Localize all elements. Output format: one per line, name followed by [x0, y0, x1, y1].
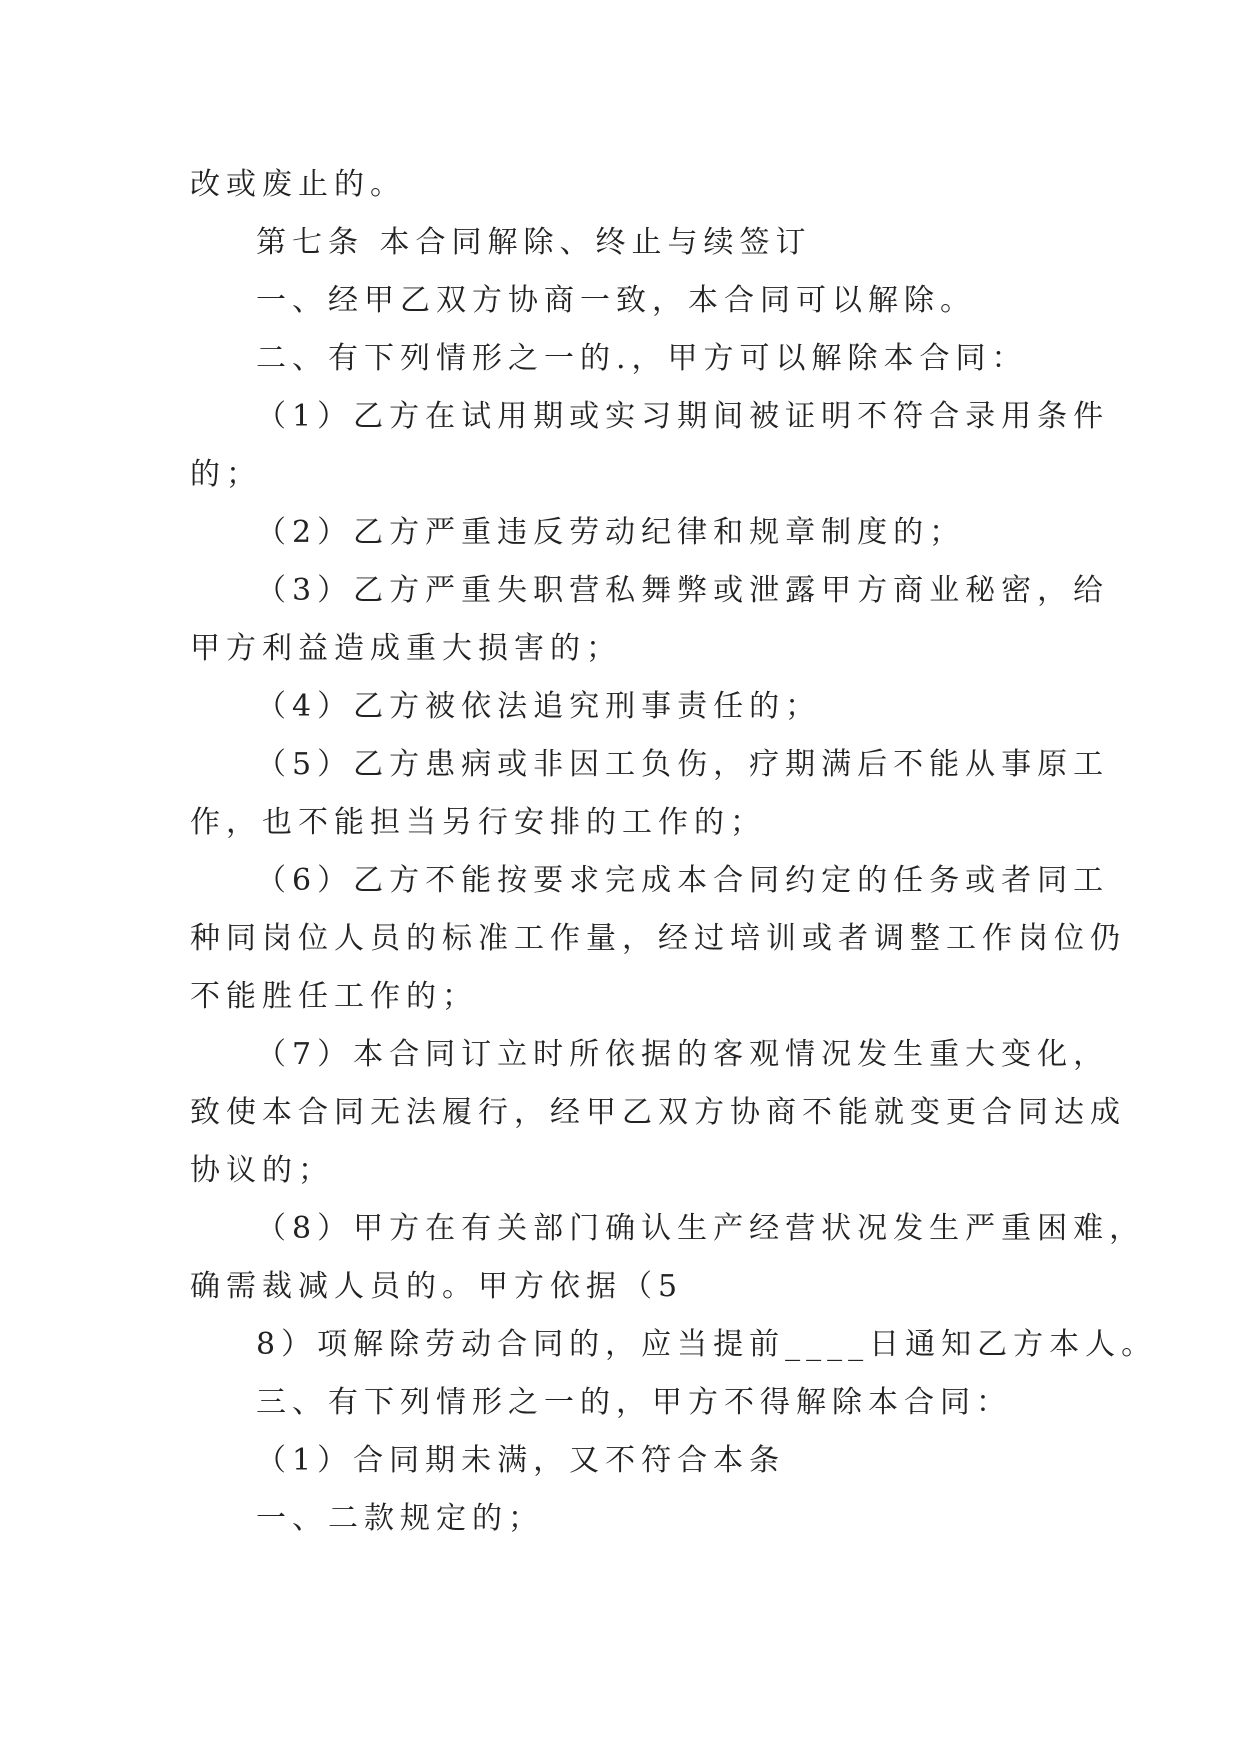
text-line: （1）合同期未满，又不符合本条 — [256, 1443, 786, 1478]
text-line: 二、有下列情形之一的.，甲方可以解除本合同： — [256, 341, 1028, 376]
text-line: 改或废止的。 — [190, 167, 406, 202]
text-line: 的； — [190, 457, 262, 492]
text-line: 确需裁减人员的。甲方依据（5 — [190, 1269, 684, 1304]
text-line: 三、有下列情形之一的，甲方不得解除本合同： — [256, 1385, 1012, 1420]
text-line: 不能胜任工作的； — [190, 979, 478, 1014]
text-line: （7）本合同订立时所依据的客观情况发生重大变化， — [256, 1037, 1110, 1072]
text-line: 作，也不能担当另行安排的工作的； — [190, 805, 766, 840]
text-line: 协议的； — [190, 1153, 334, 1188]
text-line: 8）项解除劳动合同的，应当提前____日通知乙方本人。 — [256, 1327, 1158, 1362]
text-line: 甲方利益造成重大损害的； — [190, 631, 622, 666]
text-line: （2）乙方严重违反劳动纪律和规章制度的； — [256, 515, 966, 550]
text-line: （5）乙方患病或非因工负伤，疗期满后不能从事原工 — [256, 747, 1110, 782]
text-line: 致使本合同无法履行，经甲乙双方协商不能就变更合同达成 — [190, 1095, 1126, 1130]
text-line: （6）乙方不能按要求完成本合同约定的任务或者同工 — [256, 863, 1110, 898]
article-heading: 第七条 本合同解除、终止与续签订 — [256, 225, 812, 260]
text-line: （8）甲方在有关部门确认生产经营状况发生严重困难， — [256, 1211, 1146, 1246]
text-line: （4）乙方被依法追究刑事责任的； — [256, 689, 822, 724]
text-line: （3）乙方严重失职营私舞弊或泄露甲方商业秘密，给 — [256, 573, 1110, 608]
text-line: 一、二款规定的； — [256, 1501, 544, 1536]
text-line: 种同岗位人员的标准工作量，经过培训或者调整工作岗位仍 — [190, 921, 1126, 956]
text-line: 一、经甲乙双方协商一致，本合同可以解除。 — [256, 283, 976, 318]
text-line: （1）乙方在试用期或实习期间被证明不符合录用条件 — [256, 399, 1110, 434]
